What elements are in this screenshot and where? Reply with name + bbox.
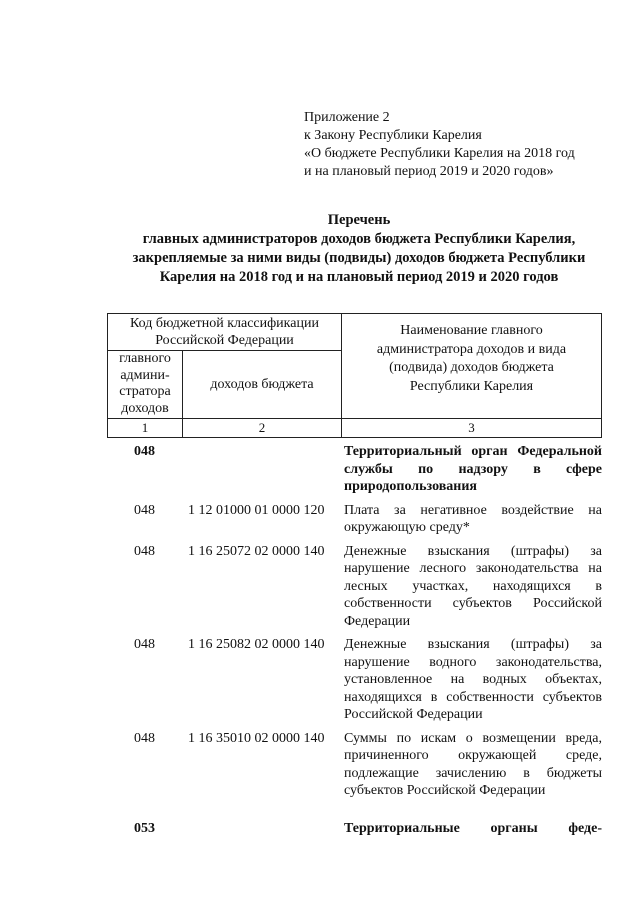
appendix-line: к Закону Республики Карелия <box>304 128 482 143</box>
header-col1-line: админи- <box>120 367 170 383</box>
header-col1-line: доходов <box>121 400 169 416</box>
appendix-line: и на плановый период 2019 и 2020 годов» <box>304 164 554 179</box>
table-row <box>107 443 602 496</box>
income-code: 1 16 25072 02 0000 140 <box>188 543 325 559</box>
header-col3-line: Наименование главного <box>400 323 543 338</box>
header-col1-cell <box>108 351 182 417</box>
appendix-line: Приложение 2 <box>304 110 390 125</box>
column-number: 2 <box>258 420 266 435</box>
title-line: Перечень <box>327 212 391 228</box>
admin-code: 048 <box>134 543 155 559</box>
income-name: Территориальные органы феде- <box>344 820 602 836</box>
header-col3-line: (подвида) доходов бюджета <box>389 360 554 375</box>
appendix-note <box>304 109 614 181</box>
header-col1-line: стратора <box>119 384 171 399</box>
table-body <box>107 443 602 837</box>
income-code: 1 16 25082 02 0000 140 <box>188 637 325 652</box>
table-header <box>107 313 602 438</box>
document-title <box>100 211 618 287</box>
income-code: 1 12 01000 01 0000 120 <box>188 502 325 518</box>
admin-code: 053 <box>134 820 155 836</box>
header-group-line: Код бюджетной классификации <box>130 316 319 331</box>
admin-code: 048 <box>134 637 155 652</box>
header-group-line: Российской Федерации <box>155 332 294 348</box>
header-col3-line: Республики Карелия <box>409 378 534 394</box>
income-code <box>182 443 340 496</box>
table-row <box>107 636 602 724</box>
column-number: 3 <box>468 420 475 435</box>
income-name: Денежные взыскания (штрафы) за нарушение водного законодательства, установленное на водных объектах, находящихся в собственности субъектов Российской Федерации <box>344 637 602 722</box>
income-code: 1 16 35010 02 0000 140 <box>188 730 325 746</box>
header-group-cell <box>108 314 341 350</box>
income-name: Плата за негативное воздействие на окружающую среду* <box>344 502 602 535</box>
admin-code: 048 <box>134 444 155 459</box>
table-row <box>107 502 602 537</box>
column-number: 1 <box>141 420 149 435</box>
admin-code: 048 <box>134 502 155 518</box>
header-col1-line: главного <box>119 351 171 366</box>
income-name: Денежные взыскания (штрафы) за нарушение лесного законодательства на лесных участках, находящихся в собственности субъектов Российской Федерации <box>344 543 602 629</box>
title-line: закрепляемые за ними виды (подвиды) доходов бюджета Республики <box>132 250 586 266</box>
income-name: Территориальный орган Федеральной службы по надзору в сфере природопользования <box>344 444 602 494</box>
table-row <box>107 543 602 631</box>
admin-code: 048 <box>134 730 155 746</box>
header-col3-cell <box>342 322 601 396</box>
income-name: Суммы по искам о возмещении вреда, причиненного окружающей среде, подлежащие зачислению в бюджеты субъектов Российской Федерации <box>344 730 602 798</box>
header-col3-line: администратора доходов и вида <box>376 341 567 357</box>
title-line: Карелия на 2018 год и на плановый период 2019 и 2020 годов <box>159 269 559 285</box>
table-row <box>107 820 602 838</box>
appendix-line: «О бюджете Республики Карелия на 2018 год <box>304 146 575 161</box>
table-row <box>107 730 602 800</box>
income-code <box>182 820 340 838</box>
header-col2-cell: доходов бюджета <box>210 377 314 392</box>
title-line: главных администраторов доходов бюджета Республики Карелия, <box>142 231 576 247</box>
